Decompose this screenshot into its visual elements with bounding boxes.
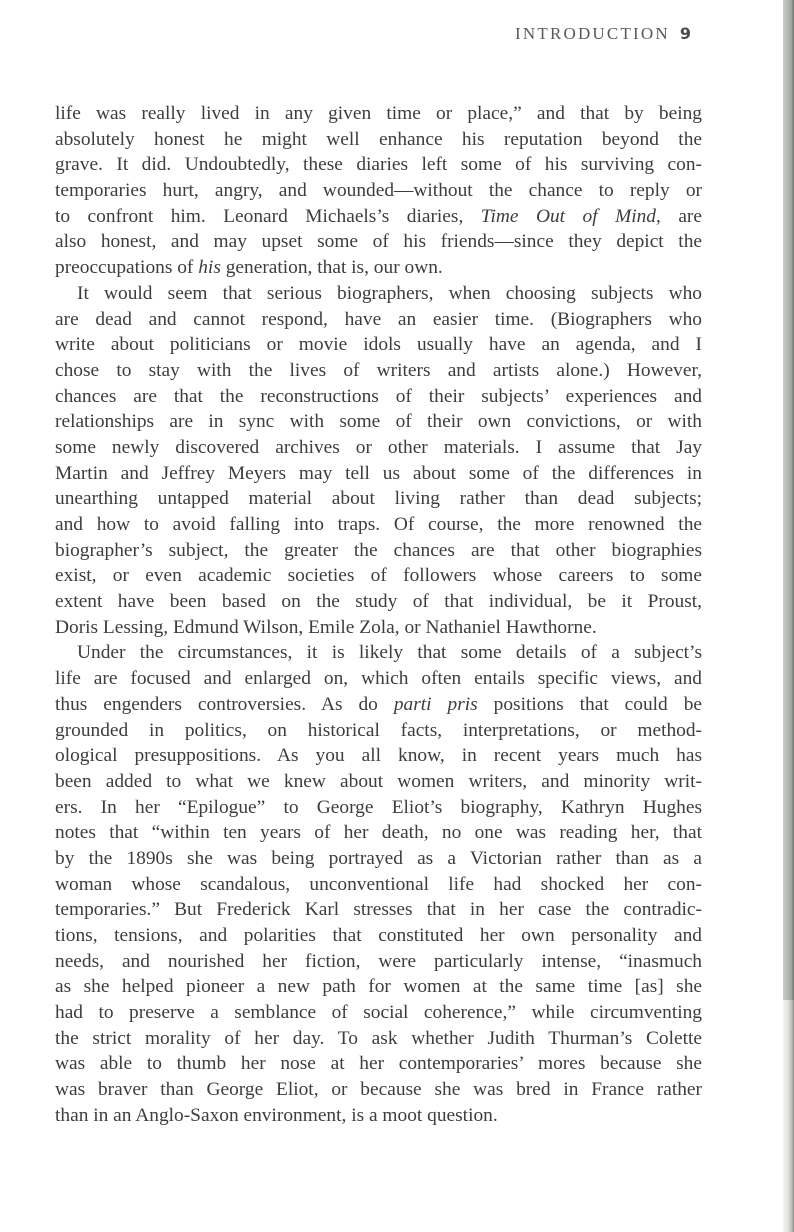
text-line: write about politicians or movie idols usually have an agenda, and I [55,334,702,356]
text-line: Martin and Jeffrey Meyers may tell us about some of the differences in [55,462,702,484]
body-text [55,101,702,1129]
italic-text: parti pris [393,693,478,715]
text-line: woman whose scandalous, unconventional life had shocked her con- [55,873,702,895]
text-line: exist, or even academic societies of followers whose careers to some [55,565,702,587]
text-line: as she helped pioneer a new path for women at the same time [as] she [55,976,702,998]
text-line: and how to avoid falling into traps. Of course, the more renowned the [55,514,702,535]
text-line: relationships are in sync with some of their own convictions, or with [55,411,702,433]
text-line: by the 1890s she was being portrayed as a Victorian rather than as a [55,847,702,869]
text-line: ers. In her “Epilogue” to George Eliot’s biography, Kathryn Hughes [55,796,702,818]
text-line: chose to stay with the lives of writers and artists alone.) However, [55,359,702,381]
text-line: had to preserve a semblance of social coherence,” while circumventing [55,1002,702,1024]
paragraph [55,281,702,641]
text-line: thus engenders controversies. As do parti pris positions that could be [55,693,703,715]
text-line: tions, tensions, and polarities that constituted her own personality and [55,925,702,946]
text-line: It would seem that serious biographers, when choosing subjects who [77,282,702,304]
page-edge-shadow [783,1000,794,1232]
page-number: 9 [679,24,691,43]
text-line: are dead and cannot respond, have an easier time. (Biographers who [55,308,702,330]
text-line: than in an Anglo-Saxon environment, is a moot question. [55,1104,498,1126]
text-line: unearthing untapped material about living rather than dead subjects; [55,488,702,510]
italic-text: Time Out of Mind [480,205,656,227]
text-line: life are focused and enlarged on, which often entails specific views, and [55,668,702,690]
text-line: biographer’s subject, the greater the chances are that other biographies [55,539,702,561]
text-line: Doris Lessing, Edmund Wilson, Emile Zola, or Nathaniel Hawthorne. [55,616,597,638]
paragraph [55,101,702,281]
text-line: preoccupations of his generation, that is, our own. [55,257,443,279]
text-line: ological presuppositions. As you all know, in recent years much has [55,745,702,767]
text-line: to confront him. Leonard Michaels’s diaries, Time Out of Mind, are [55,205,702,227]
text-line: was braver than George Eliot, or because she was bred in France rather [55,1079,702,1101]
text-line: needs, and nourished her fiction, were particularly intense, “inasmuch [55,950,702,972]
text-line: grave. It did. Undoubtedly, these diaries left some of his surviving con- [55,154,702,176]
italic-text: his [198,257,221,279]
text-line: extent have been based on the study of that individual, be it Proust, [55,591,702,613]
text-line: chances are that the reconstructions of their subjects’ experiences and [55,385,702,407]
section-title: INTRODUCTION [515,24,670,43]
running-head [515,24,691,44]
text-line: been added to what we knew about women writers, and minority writ- [55,770,702,792]
text-line: grounded in politics, on historical facts, interpretations, or method- [55,719,702,741]
text-line: was able to thumb her nose at her contemporaries’ mores because she [55,1053,702,1075]
text-line: notes that “within ten years of her death, no one was reading her, that [55,822,702,844]
text-line: temporaries.” But Frederick Karl stresses that in her case the contradic- [55,899,702,921]
text-line: also honest, and may upset some of his friends—since they depict the [55,231,702,253]
text-line: life was really lived in any given time or place,” and that by being [55,103,702,124]
paragraph [55,640,702,1128]
text-line: the strict morality of her day. To ask whether Judith Thurman’s Colette [55,1027,702,1049]
text-line: Under the circumstances, it is likely that some details of a subject’s [77,642,702,664]
text-line: temporaries hurt, angry, and wounded—without the chance to reply or [55,180,702,202]
text-line: some newly discovered archives or other materials. I assume that Jay [55,436,702,458]
text-line: absolutely honest he might well enhance his reputation beyond the [55,128,702,150]
